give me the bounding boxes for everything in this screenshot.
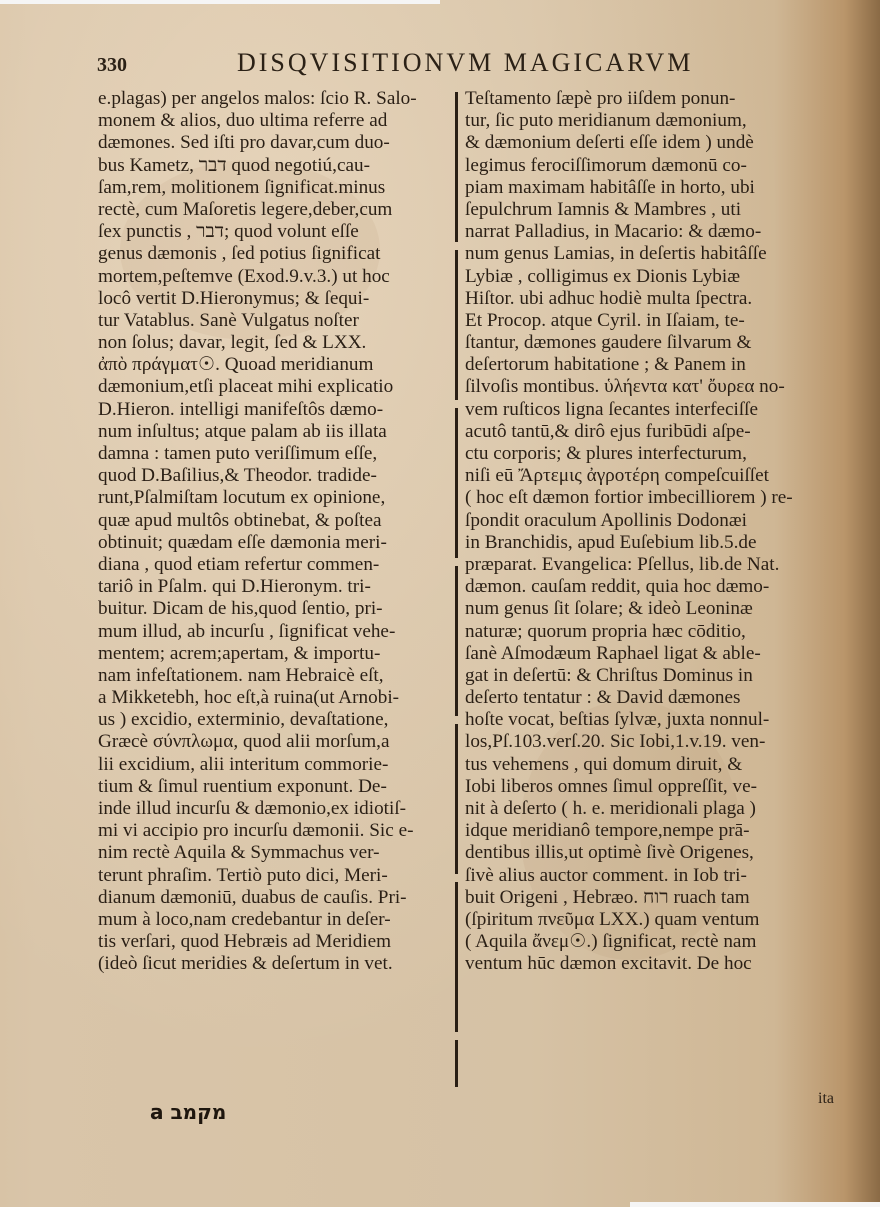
text-line: ἀπὸ πράγματ☉. Quoad meridianum — [98, 354, 374, 376]
text-line: ſilvoſis montibus. ὑλήεντα κατ' ὄυρεα no- — [465, 376, 785, 398]
text-line: dianum dæmoniū, duabus de cauſis. Pri- — [98, 886, 407, 908]
text-line: buit Origeni , Hebræo. רוח ruach tam — [465, 886, 750, 908]
signature-mark: a מקמב — [150, 1100, 227, 1124]
text-line: num genus ſit ſolare; & ideò Leoninæ — [465, 598, 753, 620]
text-line: (ſpiritum πνεῦμα LXX.) quam ventum — [465, 908, 760, 930]
text-line: naturæ; quorum propria hæc cōditio, — [465, 620, 746, 642]
text-line: Hiſtor. ubi adhuc hodiè multa ſpectra. — [465, 287, 753, 309]
text-line: dæmon. cauſam reddit, quia hoc dæmo- — [465, 576, 770, 598]
text-line: mum à loco,nam credebantur in deſer- — [98, 908, 391, 930]
text-line: dæmonium,etſi placeat mihi explicatio — [98, 376, 394, 398]
text-line: inde illud incurſu & dæmonio,ex idiotiſ- — [98, 798, 407, 819]
text-line: narrat Palladius, in Macario: & dæmo- — [465, 221, 762, 243]
text-line: num inſultus; atque palam ab iis illata — [98, 420, 387, 442]
catchword: ita — [818, 1090, 834, 1107]
text-line: nam infeſtationem. nam Hebraicè eſt, — [98, 664, 384, 686]
text-line: mortem,peſtemve (Exod.9.v.3.) ut hoc — [98, 265, 390, 287]
text-line: quod D.Baſilius,& Theodor. tradide- — [98, 465, 377, 487]
text-line: hoſte vocat, beſtias ſylvæ, juxta nonnul- — [465, 709, 770, 731]
text-line: deſerto tentatur : & David dæmones — [465, 687, 741, 709]
text-line: Iobi liberos omnes ſimul oppreſſit, ve- — [465, 775, 758, 797]
text-line: ventum hūc dæmon excitavit. De hoc — [465, 953, 752, 975]
text-line: ſpondit oraculum Apollinis Dodonæi — [465, 509, 747, 531]
text-line: nit à deſerto ( h. e. meridionali plaga ) — [465, 798, 756, 819]
text-line: genus dæmonis , ſed potius ſignificat — [98, 243, 381, 265]
text-line: locô vertit D.Hieronymus; & ſequi- — [98, 287, 370, 309]
text-line: buitur. Dicam de his,quod ſentio, pri- — [98, 598, 383, 620]
text-line: nim rectè Aquila & Symmachus ver- — [98, 842, 380, 864]
text-line: Et Procop. atque Cyril. in Iſaiam, te- — [465, 309, 745, 331]
text-line: tis verſari, quod Hebræis ad Meridiem — [98, 931, 392, 953]
text-line: bus Kametz, דבר quod negotiú,cau- — [98, 154, 370, 176]
text-line: damna : tamen puto veriſſimum eſſe, — [98, 443, 378, 464]
text-line: legimus ferociſſimorum dæmonū co- — [465, 154, 747, 176]
text-line: num genus Lamias, in deſertis habitâſſe — [465, 243, 767, 265]
text-line: Teſtamento ſæpè pro iiſdem ponun- — [465, 88, 736, 109]
scan-border-top — [0, 0, 440, 4]
text-line: tur, ſic puto meridianum dæmonium, — [465, 110, 747, 132]
text-line: rectè, cum Maſoretis legere,deber,cum — [98, 198, 393, 220]
text-line: Lybiæ , colligimus ex Dionis Lybiæ — [465, 265, 741, 287]
text-line: vem ruſticos ligna ſecantes interfeciſſe — [465, 398, 759, 420]
text-line: ſam,rem, molitionem ſignificat.minus — [98, 176, 386, 198]
text-line: us ) excidio, exterminio, devaſtatione, — [98, 709, 389, 731]
text-line: mum illud, ab incurſu , ſignificat vehe- — [98, 620, 396, 642]
text-line: dentibus illis,ut optimè ſivè Origenes, — [465, 842, 754, 864]
text-line: præparat. Evangelica: Pſellus, lib.de Nat. — [465, 553, 780, 575]
text-line: deſertorum habitatione ; & Panem in — [465, 354, 746, 376]
text-line: ( Aquila ἄνεμ☉.) ſignificat, rectè nam — [465, 931, 757, 953]
text-line: runt,Pſalmiſtam locutum ex opinione, — [98, 487, 386, 509]
text-line: idque meridianô tempore,nempe prā- — [465, 820, 750, 842]
text-line: ſex punctis , דבר; quod volunt eſſe — [98, 221, 359, 243]
running-title: DISQVISITIONVM MAGICARVM — [237, 48, 694, 77]
text-line: piam maximam habitâſſe in horto, ubi — [465, 176, 755, 198]
text-line: diana , quod etiam refertur commen- — [98, 553, 380, 575]
text-line: obtinuit; quædam eſſe dæmonia meri- — [98, 531, 387, 553]
right-column — [465, 88, 820, 976]
text-line: ſtantur, dæmones gaudere ſilvarum & — [465, 332, 752, 354]
text-line: acutô tantū,& dirô ejus furibūdi aſpe- — [465, 420, 751, 442]
text-line: ſivè alius auctor comment. in Iob tri- — [465, 864, 747, 886]
text-line: ( hoc eſt dæmon fortior imbecilliorem ) re- — [465, 487, 793, 509]
text-line: lii excidium, alii interitum commorie- — [98, 753, 389, 775]
text-line: e.plagas) per angelos malos: ſcio R. Salo- — [98, 88, 417, 109]
text-line: tariô in Pſalm. qui D.Hieronym. tri- — [98, 576, 371, 598]
text-line: a Mikketebh, hoc eſt,à ruina(ut Arnobi- — [98, 687, 400, 709]
text-line: terunt phraſim. Tertiò puto dici, Meri- — [98, 864, 388, 886]
text-line: los,Pſ.103.verſ.20. Sic Iobi,1.v.19. ven- — [465, 731, 766, 753]
text-line: mi vi accipio pro incurſu dæmonii. Sic e- — [98, 820, 414, 842]
text-line: tium & ſimul ruentium exponunt. De- — [98, 775, 387, 797]
running-head — [97, 48, 797, 82]
text-line: & dæmonium deſerti eſſe idem ) undè — [465, 132, 754, 154]
text-line: dæmones. Sed iſti pro davar,cum duo- — [98, 132, 390, 154]
left-column — [98, 88, 448, 976]
text-line: ſanè Aſmodæum Raphael ligat & able- — [465, 642, 761, 664]
page-number: 330 — [97, 54, 127, 76]
text-line: non ſolus; davar, legit, ſed & LXX. — [98, 332, 367, 354]
text-line: in Branchidis, apud Euſebium lib.5.de — [465, 531, 757, 553]
text-line: D.Hieron. intelligi manifeſtôs dæmo- — [98, 398, 384, 420]
text-line: gat in deſertū: & Chriſtus Dominus in — [465, 664, 753, 686]
text-line: niſi eū Ἄρτεμις ἀγροτέρη compeſcuiſſet — [465, 465, 769, 487]
text-line: ſepulchrum Iamnis & Mambres , uti — [465, 198, 742, 220]
column-rule — [455, 92, 458, 1087]
text-line: (ideò ſicut meridies & deſertum in vet. — [98, 953, 393, 975]
text-line: tus vehemens , qui domum diruit, & — [465, 753, 743, 775]
text-line: tur Vatablus. Sanè Vulgatus noſter — [98, 309, 359, 331]
text-line: ctu corporis; & plures interfecturum, — [465, 443, 747, 464]
text-line: mentem; acrem;apertam, & importu- — [98, 642, 381, 664]
text-line: quæ apud multôs obtinebat, & poſtea — [98, 509, 382, 531]
scan-border-bottom — [630, 1202, 880, 1207]
text-line: Græcè σύνπλωμα, quod alii morſum,a — [98, 731, 390, 753]
text-line: monem & alios, duo ultima referre ad — [98, 110, 388, 132]
